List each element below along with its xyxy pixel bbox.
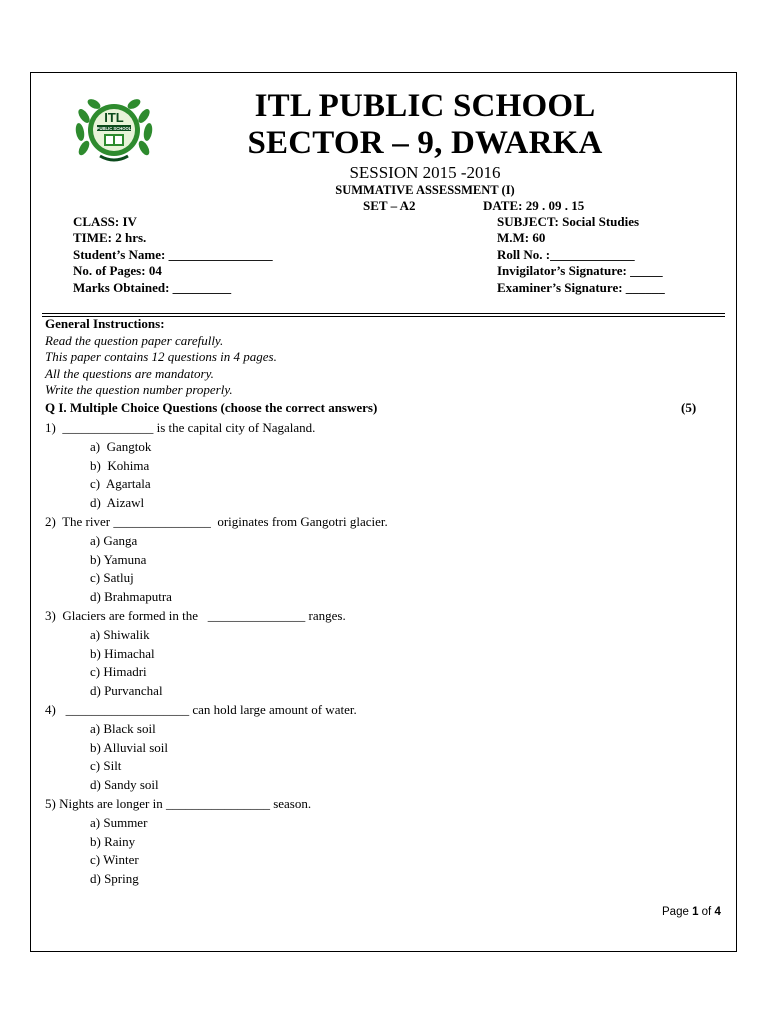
general-instructions [45,316,277,399]
school-logo [70,92,158,166]
instruction-line: This paper contains 12 questions in 4 pages. [45,349,277,365]
option: c) Winter [90,852,139,868]
section-heading [45,400,705,416]
option: b) Yamuna [90,551,147,567]
option: d) Spring [90,871,139,887]
page-total: 4 [714,906,721,918]
student-name-field: Student’s Name: ________________ [73,246,273,262]
option: a) Black soil [90,720,156,736]
option: a) Gangtok [90,438,152,454]
student-info-left [73,214,273,296]
instruction-line: Read the question paper carefully. [45,332,224,348]
school-sector: SECTOR – 9, DWARKA [247,125,603,161]
marks-obtained-field: Marks Obtained: _________ [73,279,232,295]
option: a) Shiwalik [90,626,150,642]
question-3: 3) Glaciers are formed in the _______________ ranges. [45,607,346,623]
page-of: of [698,906,715,918]
invigilator-signature-field: Invigilator’s Signature: _____ [497,263,663,279]
session: SESSION 2015 -2016 [349,163,501,182]
pages-field: No. of Pages: 04 [73,263,162,279]
option: c) Satluj [90,570,134,586]
option: d) Sandy soil [90,777,159,793]
examiner-signature-field: Examiner’s Signature: ______ [497,279,665,295]
section-title: Q I. Multiple Choice Questions (choose the correct answers) [45,400,378,415]
question-5: 5) Nights are longer in ________________ season. [45,795,312,811]
option: d) Purvanchal [90,683,163,699]
logo-subtext: PUBLIC SCHOOL [96,126,132,131]
option: b) Alluvial soil [90,739,168,755]
question-list [45,419,388,889]
option: c) Silt [90,758,122,774]
max-marks-field: M.M: 60 [497,230,546,246]
option: c) Agartala [90,476,151,492]
option: c) Himadri [90,664,147,680]
option: b) Kohima [90,457,150,473]
date-label: DATE: 29 . 09 . 15 [483,198,585,213]
question-4: 4) ___________________ can hold large amount of water. [45,701,357,717]
page-prefix: Page [662,906,693,918]
question-2: 2) The river _______________ originates from Gangotri glacier. [45,513,388,529]
time-field: TIME: 2 hrs. [73,230,147,246]
instruction-line: Write the question number properly. [45,382,233,398]
assessment-title: SUMMATIVE ASSESSMENT (I) [335,183,515,197]
instructions-title: General Instructions: [45,316,165,331]
divider-top [42,313,725,314]
option: a) Ganga [90,532,138,548]
page-current: 1 [692,906,699,918]
option: a) Summer [90,814,148,830]
instruction-line: All the questions are mandatory. [45,365,214,381]
page-number [662,905,721,919]
section-marks: (5) [681,400,697,415]
option: b) Himachal [90,645,155,661]
option: d) Brahmaputra [90,589,172,605]
student-info-right [497,214,665,296]
class-field: CLASS: IV [73,214,137,229]
logo-text: ITL [104,110,124,125]
school-name: ITL PUBLIC SCHOOL [254,88,596,124]
set-label: SET – A2 [363,198,416,213]
option: d) Aizawl [90,495,145,511]
roll-no-field: Roll No. :_____________ [497,246,635,262]
option: b) Rainy [90,833,136,849]
question-1: 1) ______________ is the capital city of Nagaland. [45,420,316,435]
subject-field: SUBJECT: Social Studies [497,214,640,229]
